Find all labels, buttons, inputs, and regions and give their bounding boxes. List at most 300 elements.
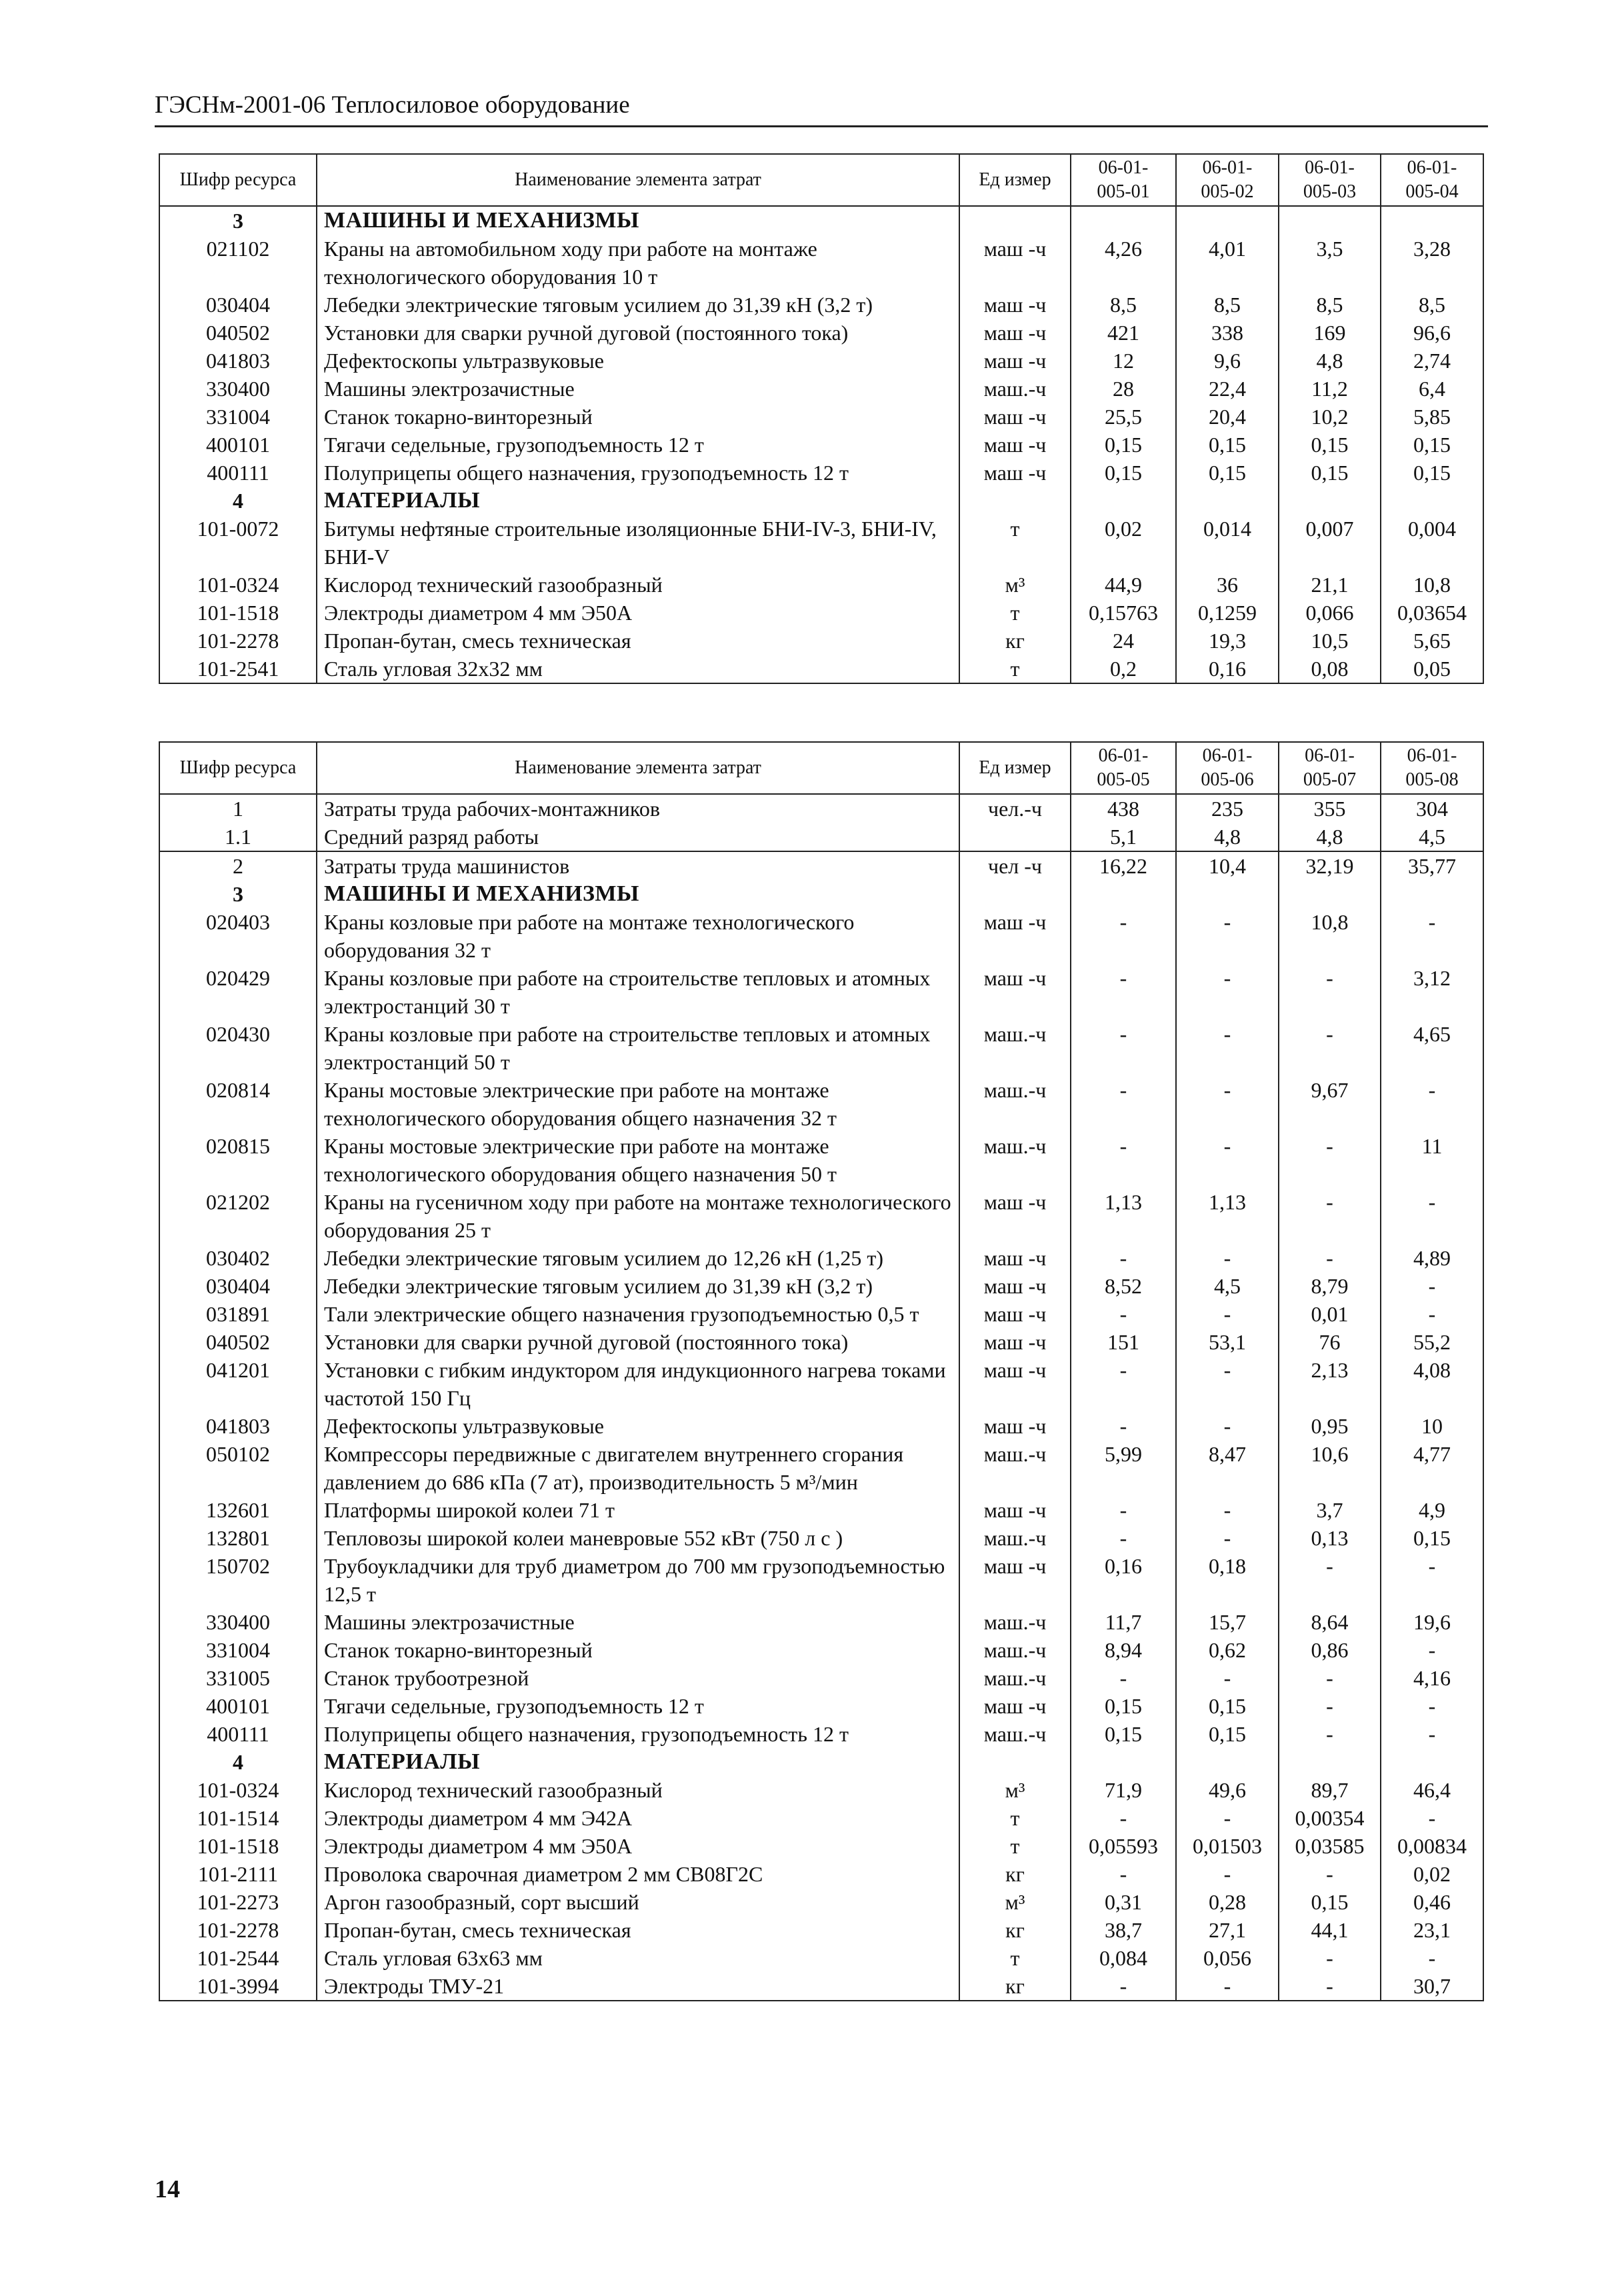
norm-value: 0,084 <box>1071 1944 1176 1972</box>
norm-value: 0,15 <box>1071 431 1176 459</box>
norm-value: - <box>1279 1944 1381 1972</box>
unit <box>959 206 1071 235</box>
norm-value: 25,5 <box>1071 403 1176 431</box>
col-header-norm-code: 06-01- 005-05 <box>1071 742 1176 794</box>
unit: маш.-ч <box>959 1076 1071 1132</box>
norm-value: 0,95 <box>1279 1412 1381 1440</box>
norm-value: - <box>1381 1636 1483 1664</box>
norm-value: - <box>1176 1524 1279 1552</box>
unit: маш -ч <box>959 291 1071 319</box>
table-row <box>159 1664 1483 1692</box>
norm-value: - <box>1176 1496 1279 1524</box>
resource-name: МАТЕРИАЛЫ <box>317 487 959 515</box>
table-row <box>159 1356 1483 1412</box>
resource-code: 101-3994 <box>159 1972 317 2001</box>
table-row <box>159 599 1483 627</box>
unit: маш -ч <box>959 1496 1071 1524</box>
norm-value: 36 <box>1176 571 1279 599</box>
norm-value: - <box>1071 1524 1176 1552</box>
table-row <box>159 403 1483 431</box>
unit: т <box>959 1804 1071 1832</box>
resource-name: Краны на автомобильном ходу при работе на монтаже технологического оборудования 10 т <box>317 235 959 291</box>
unit: маш -ч <box>959 319 1071 347</box>
resource-code: 031891 <box>159 1300 317 1328</box>
norm-value: - <box>1381 1300 1483 1328</box>
norm-value <box>1381 206 1483 235</box>
norm-value <box>1279 1748 1381 1776</box>
norm-value: - <box>1279 1972 1381 2001</box>
resource-name: Тягачи седельные, грузоподъемность 12 т <box>317 431 959 459</box>
table-row <box>159 1552 1483 1608</box>
resource-name: Электроды ТМУ-21 <box>317 1972 959 2001</box>
resource-name: Пропан-бутан, смесь техническая <box>317 627 959 655</box>
norm-value: 4,5 <box>1381 823 1483 851</box>
norm-value: 30,7 <box>1381 1972 1483 2001</box>
col-header-unit: Ед измер <box>959 742 1071 794</box>
norm-value: 32,19 <box>1279 851 1381 880</box>
resource-name: Лебедки электрические тяговым усилием до 12,26 кН (1,25 т) <box>317 1244 959 1272</box>
norm-value: 10,6 <box>1279 1440 1381 1496</box>
norm-value: 49,6 <box>1176 1776 1279 1804</box>
norm-value: 15,7 <box>1176 1608 1279 1636</box>
col-header-norm-code: 06-01- 005-01 <box>1071 154 1176 206</box>
norm-value: 421 <box>1071 319 1176 347</box>
norm-value: - <box>1176 1804 1279 1832</box>
norm-value: 0,15 <box>1071 1692 1176 1720</box>
norm-value: - <box>1381 1804 1483 1832</box>
resource-code: 101-2544 <box>159 1944 317 1972</box>
unit: маш.-ч <box>959 1636 1071 1664</box>
resource-name: Пропан-бутан, смесь техническая <box>317 1916 959 1944</box>
unit: маш.-ч <box>959 1720 1071 1748</box>
table-row <box>159 1272 1483 1300</box>
norm-value: 10,5 <box>1279 627 1381 655</box>
section-row <box>159 206 1483 235</box>
unit: маш -ч <box>959 347 1071 375</box>
resource-name: Трубоукладчики для труб диаметром до 700 мм грузоподъемностью 12,5 т <box>317 1552 959 1608</box>
norm-value: 0,004 <box>1381 515 1483 571</box>
norm-value: 0,15 <box>1279 431 1381 459</box>
table-header-row <box>159 742 1483 794</box>
resource-code: 021102 <box>159 235 317 291</box>
norm-value: - <box>1279 1692 1381 1720</box>
table-row <box>159 823 1483 851</box>
unit: м³ <box>959 571 1071 599</box>
resource-name: МАШИНЫ И МЕХАНИЗМЫ <box>317 206 959 235</box>
resource-code: 1.1 <box>159 823 317 851</box>
resource-name: Платформы широкой колеи 71 т <box>317 1496 959 1524</box>
table-row <box>159 431 1483 459</box>
table-body <box>159 794 1483 2001</box>
unit: маш -ч <box>959 1272 1071 1300</box>
norm-value: 4,26 <box>1071 235 1176 291</box>
norm-value <box>1071 206 1176 235</box>
unit: маш -ч <box>959 1328 1071 1356</box>
norm-value: 5,1 <box>1071 823 1176 851</box>
table-row <box>159 1524 1483 1552</box>
unit: т <box>959 655 1071 683</box>
resource-name: Установки с гибким индуктором для индукционного нагрева токами частотой 150 Гц <box>317 1356 959 1412</box>
unit: м³ <box>959 1888 1071 1916</box>
norm-value: 0,15763 <box>1071 599 1176 627</box>
norm-value: 0,15 <box>1381 1524 1483 1552</box>
norm-value: 0,02 <box>1071 515 1176 571</box>
resource-code: 101-2278 <box>159 627 317 655</box>
norm-value: 3,12 <box>1381 964 1483 1020</box>
col-header-norm-code: 06-01- 005-02 <box>1176 154 1279 206</box>
table-row <box>159 347 1483 375</box>
norm-value: 1,13 <box>1176 1188 1279 1244</box>
table-header-row <box>159 154 1483 206</box>
table-row <box>159 908 1483 964</box>
norm-value: 235 <box>1176 794 1279 823</box>
norm-value <box>1279 206 1381 235</box>
resource-code: 132801 <box>159 1524 317 1552</box>
resource-code: 330400 <box>159 375 317 403</box>
col-header-unit: Ед измер <box>959 154 1071 206</box>
table-row <box>159 1720 1483 1748</box>
norm-value: 23,1 <box>1381 1916 1483 1944</box>
norm-value: 10,8 <box>1381 571 1483 599</box>
norm-value: 4,65 <box>1381 1020 1483 1076</box>
norm-value: - <box>1071 964 1176 1020</box>
norm-value: 3,28 <box>1381 235 1483 291</box>
section-row <box>159 487 1483 515</box>
norm-value <box>1071 880 1176 908</box>
resource-code: 400101 <box>159 1692 317 1720</box>
norm-value: 24 <box>1071 627 1176 655</box>
table-row <box>159 1804 1483 1832</box>
table-row <box>159 235 1483 291</box>
norm-value <box>1176 206 1279 235</box>
norm-value: 0,15 <box>1381 431 1483 459</box>
norm-value: - <box>1381 1076 1483 1132</box>
norm-value: 2,74 <box>1381 347 1483 375</box>
table-row <box>159 1776 1483 1804</box>
table-row <box>159 1860 1483 1888</box>
unit: маш -ч <box>959 1412 1071 1440</box>
col-header-norm-code: 06-01- 005-03 <box>1279 154 1381 206</box>
resource-name: Битумы нефтяные строительные изоляционные БНИ-IV-3, БНИ-IV, БНИ-V <box>317 515 959 571</box>
table-row <box>159 1412 1483 1440</box>
norm-value: 0,31 <box>1071 1888 1176 1916</box>
resource-name: Затраты труда машинистов <box>317 851 959 880</box>
table-row <box>159 1888 1483 1916</box>
norm-value: 4,8 <box>1279 347 1381 375</box>
resource-name: Кислород технический газообразный <box>317 1776 959 1804</box>
norm-value: 8,47 <box>1176 1440 1279 1496</box>
norm-value: 304 <box>1381 794 1483 823</box>
norm-value: 0,15 <box>1279 1888 1381 1916</box>
resource-name: Дефектоскопы ультразвуковые <box>317 1412 959 1440</box>
resource-code: 101-1514 <box>159 1804 317 1832</box>
norm-value: - <box>1071 1496 1176 1524</box>
norm-value: 0,18 <box>1176 1552 1279 1608</box>
norm-value: 338 <box>1176 319 1279 347</box>
norm-value: 10 <box>1381 1412 1483 1440</box>
norm-value: 11,7 <box>1071 1608 1176 1636</box>
norm-value: 4,8 <box>1176 823 1279 851</box>
norm-value: 0,03585 <box>1279 1832 1381 1860</box>
norm-value: - <box>1279 1244 1381 1272</box>
resource-code: 020815 <box>159 1132 317 1188</box>
norm-value <box>1071 1748 1176 1776</box>
resource-code: 101-0324 <box>159 571 317 599</box>
unit <box>959 1748 1071 1776</box>
norm-value: - <box>1381 1272 1483 1300</box>
norm-value: - <box>1176 1132 1279 1188</box>
norm-value: 10,2 <box>1279 403 1381 431</box>
norm-value: 53,1 <box>1176 1328 1279 1356</box>
unit: маш -ч <box>959 459 1071 487</box>
norm-value: 27,1 <box>1176 1916 1279 1944</box>
norm-value: - <box>1381 908 1483 964</box>
norm-value: 5,85 <box>1381 403 1483 431</box>
norm-value: 10,8 <box>1279 908 1381 964</box>
norm-value: 12 <box>1071 347 1176 375</box>
table-row <box>159 1188 1483 1244</box>
norm-value: - <box>1279 1020 1381 1076</box>
table-row <box>159 794 1483 823</box>
norm-value: - <box>1279 1664 1381 1692</box>
norm-value: 0,15 <box>1071 459 1176 487</box>
norm-value: 3,7 <box>1279 1496 1381 1524</box>
norm-value <box>1279 487 1381 515</box>
norm-value: 20,4 <box>1176 403 1279 431</box>
unit: т <box>959 1832 1071 1860</box>
norm-value: 8,64 <box>1279 1608 1381 1636</box>
unit: маш.-ч <box>959 375 1071 403</box>
table-row <box>159 1972 1483 2001</box>
table-row <box>159 459 1483 487</box>
table-row <box>159 1916 1483 1944</box>
resource-code: 101-2273 <box>159 1888 317 1916</box>
resource-code: 331004 <box>159 1636 317 1664</box>
norm-value: - <box>1381 1944 1483 1972</box>
norm-value: - <box>1176 1412 1279 1440</box>
norm-value: - <box>1071 1244 1176 1272</box>
norm-value: - <box>1071 908 1176 964</box>
resource-table-2 <box>159 741 1484 2001</box>
unit: кг <box>959 1972 1071 2001</box>
norm-value: 0,15 <box>1176 431 1279 459</box>
unit: маш -ч <box>959 1356 1071 1412</box>
norm-value: 21,1 <box>1279 571 1381 599</box>
resource-code: 330400 <box>159 1608 317 1636</box>
resource-code: 2 <box>159 851 317 880</box>
resource-code: 4 <box>159 1748 317 1776</box>
resource-name: Машины электрозачистные <box>317 1608 959 1636</box>
norm-value: 355 <box>1279 794 1381 823</box>
resource-name: Лебедки электрические тяговым усилием до 31,39 кН (3,2 т) <box>317 1272 959 1300</box>
resource-name: Полуприцепы общего назначения, грузоподъемность 12 т <box>317 459 959 487</box>
unit: маш -ч <box>959 431 1071 459</box>
resource-code: 020403 <box>159 908 317 964</box>
resource-code: 020814 <box>159 1076 317 1132</box>
norm-value: - <box>1279 1188 1381 1244</box>
norm-value: 0,014 <box>1176 515 1279 571</box>
resource-name: Краны козловые при работе на строительстве тепловых и атомных электростанций 50 т <box>317 1020 959 1076</box>
resource-code: 030402 <box>159 1244 317 1272</box>
norm-value: - <box>1071 1664 1176 1692</box>
norm-value: 0,46 <box>1381 1888 1483 1916</box>
unit: маш -ч <box>959 1244 1071 1272</box>
norm-value: 0,08 <box>1279 655 1381 683</box>
unit: маш -ч <box>959 964 1071 1020</box>
resource-name: Электроды диаметром 4 мм Э50А <box>317 1832 959 1860</box>
resource-code: 1 <box>159 794 317 823</box>
resource-code: 3 <box>159 880 317 908</box>
norm-value: 0,05593 <box>1071 1832 1176 1860</box>
norm-value: 19,3 <box>1176 627 1279 655</box>
norm-value: - <box>1071 1356 1176 1412</box>
norm-value: 0,066 <box>1279 599 1381 627</box>
table-row <box>159 1440 1483 1496</box>
unit: т <box>959 599 1071 627</box>
table-row <box>159 1132 1483 1188</box>
resource-code: 041201 <box>159 1356 317 1412</box>
norm-value <box>1071 487 1176 515</box>
resource-code: 101-2278 <box>159 1916 317 1944</box>
table-body <box>159 206 1483 683</box>
norm-value: 0,02 <box>1381 1860 1483 1888</box>
resource-name: Станок трубоотрезной <box>317 1664 959 1692</box>
norm-value: 4,01 <box>1176 235 1279 291</box>
norm-value: - <box>1279 1860 1381 1888</box>
norm-value: 0,16 <box>1071 1552 1176 1608</box>
norm-value: 0,007 <box>1279 515 1381 571</box>
norm-value: 89,7 <box>1279 1776 1381 1804</box>
resource-name: Электроды диаметром 4 мм Э50А <box>317 599 959 627</box>
norm-value: 2,13 <box>1279 1356 1381 1412</box>
resource-code: 021202 <box>159 1188 317 1244</box>
norm-value: 71,9 <box>1071 1776 1176 1804</box>
resource-code: 040502 <box>159 1328 317 1356</box>
unit: маш.-ч <box>959 1524 1071 1552</box>
norm-value: 46,4 <box>1381 1776 1483 1804</box>
norm-value: 0,16 <box>1176 655 1279 683</box>
norm-value: 8,5 <box>1176 291 1279 319</box>
norm-value: 0,62 <box>1176 1636 1279 1664</box>
resource-name: Краны мостовые электрические при работе на монтаже технологического оборудования общего назначения 32 т <box>317 1076 959 1132</box>
resource-code: 101-1518 <box>159 1832 317 1860</box>
norm-value: - <box>1176 1020 1279 1076</box>
norm-value: 0,15 <box>1071 1720 1176 1748</box>
norm-value: 4,08 <box>1381 1356 1483 1412</box>
norm-value: 35,77 <box>1381 851 1483 880</box>
norm-value: - <box>1071 1860 1176 1888</box>
table-row <box>159 1832 1483 1860</box>
resource-name: Краны на гусеничном ходу при работе на монтаже технологического оборудования 25 т <box>317 1188 959 1244</box>
norm-value: 5,99 <box>1071 1440 1176 1496</box>
resource-code: 101-0072 <box>159 515 317 571</box>
norm-value: 0,15 <box>1279 459 1381 487</box>
norm-value: 4,16 <box>1381 1664 1483 1692</box>
unit: маш.-ч <box>959 1132 1071 1188</box>
norm-value: 169 <box>1279 319 1381 347</box>
norm-value: 1,13 <box>1071 1188 1176 1244</box>
unit: маш -ч <box>959 908 1071 964</box>
unit: кг <box>959 1916 1071 1944</box>
norm-value: 0,86 <box>1279 1636 1381 1664</box>
norm-value: 11,2 <box>1279 375 1381 403</box>
table-row <box>159 515 1483 571</box>
table-row <box>159 291 1483 319</box>
table-row <box>159 375 1483 403</box>
norm-value: 0,00354 <box>1279 1804 1381 1832</box>
col-header-norm-code: 06-01- 005-07 <box>1279 742 1381 794</box>
norm-value: 76 <box>1279 1328 1381 1356</box>
unit: маш.-ч <box>959 1608 1071 1636</box>
resource-name: Средний разряд работы <box>317 823 959 851</box>
norm-value <box>1279 880 1381 908</box>
table-row <box>159 1076 1483 1132</box>
norm-value: 3,5 <box>1279 235 1381 291</box>
resource-table-1 <box>159 153 1484 684</box>
resource-name: Сталь угловая 63х63 мм <box>317 1944 959 1972</box>
norm-value: 4,77 <box>1381 1440 1483 1496</box>
table-row <box>159 1944 1483 1972</box>
table-row <box>159 627 1483 655</box>
col-header-norm-code: 06-01- 005-04 <box>1381 154 1483 206</box>
resource-name: Аргон газообразный, сорт высший <box>317 1888 959 1916</box>
resource-name: Полуприцепы общего назначения, грузоподъемность 12 т <box>317 1720 959 1748</box>
resource-name: Проволока сварочная диаметром 2 мм СВ08Г2С <box>317 1860 959 1888</box>
table-row <box>159 1608 1483 1636</box>
norm-value: 16,22 <box>1071 851 1176 880</box>
unit: маш -ч <box>959 1552 1071 1608</box>
norm-value: 0,1259 <box>1176 599 1279 627</box>
norm-value: 9,67 <box>1279 1076 1381 1132</box>
resource-code: 400111 <box>159 1720 317 1748</box>
resource-name: Тягачи седельные, грузоподъемность 12 т <box>317 1692 959 1720</box>
col-header-code: Шифр ресурса <box>159 154 317 206</box>
norm-value: 44,1 <box>1279 1916 1381 1944</box>
norm-value: - <box>1279 964 1381 1020</box>
unit: чел -ч <box>959 851 1071 880</box>
resource-code: 040502 <box>159 319 317 347</box>
norm-value: 96,6 <box>1381 319 1483 347</box>
table-row <box>159 964 1483 1020</box>
norm-value: 8,5 <box>1279 291 1381 319</box>
resource-name: Затраты труда рабочих-монтажников <box>317 794 959 823</box>
norm-value: 0,03654 <box>1381 599 1483 627</box>
norm-value: 0,15 <box>1176 1720 1279 1748</box>
unit: маш.-ч <box>959 1664 1071 1692</box>
norm-value: 8,94 <box>1071 1636 1176 1664</box>
norm-value: - <box>1381 1552 1483 1608</box>
resource-name: Кислород технический газообразный <box>317 571 959 599</box>
norm-value: 0,05 <box>1381 655 1483 683</box>
norm-value: 10,4 <box>1176 851 1279 880</box>
norm-value: - <box>1381 1188 1483 1244</box>
resource-code: 132601 <box>159 1496 317 1524</box>
norm-value: - <box>1381 1720 1483 1748</box>
norm-value: - <box>1176 1972 1279 2001</box>
norm-value: 55,2 <box>1381 1328 1483 1356</box>
norm-value: 4,9 <box>1381 1496 1483 1524</box>
resource-code: 050102 <box>159 1440 317 1496</box>
norm-value: 0,13 <box>1279 1524 1381 1552</box>
norm-value: 151 <box>1071 1328 1176 1356</box>
norm-value <box>1176 487 1279 515</box>
resource-code: 020430 <box>159 1020 317 1076</box>
norm-value: 0,15 <box>1381 459 1483 487</box>
norm-value: - <box>1071 1132 1176 1188</box>
table-row <box>159 1692 1483 1720</box>
norm-value: 0,01503 <box>1176 1832 1279 1860</box>
unit: маш -ч <box>959 235 1071 291</box>
